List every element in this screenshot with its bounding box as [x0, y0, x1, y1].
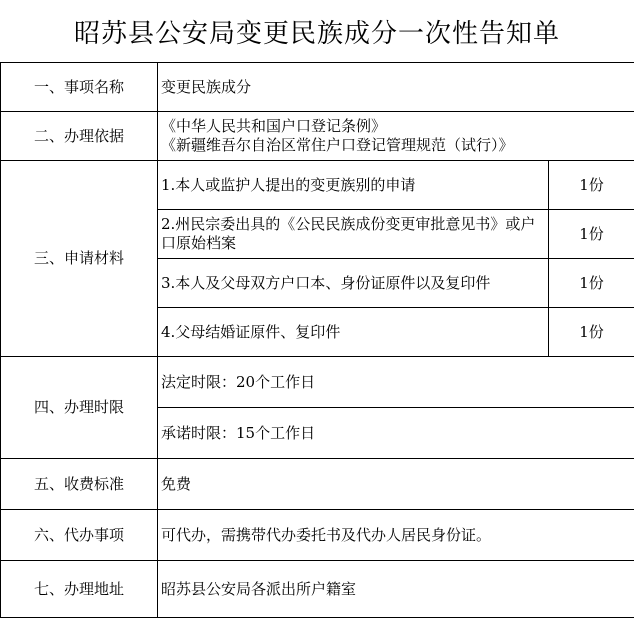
proxy-label: 六、代办事项: [1, 510, 158, 561]
notice-table: [0, 62, 634, 618]
basis-line-1: 《中华人民共和国户口登记条例》: [161, 117, 387, 135]
table-row-basis: [1, 112, 634, 161]
material-item-1: 1.本人或监护人提出的变更族别的申请: [158, 161, 549, 210]
basis-value: [158, 112, 634, 161]
basis-label: 二、办理依据: [1, 112, 158, 161]
basis-line-2: 《新疆维吾尔自治区常住户口登记管理规范（试行）》: [161, 136, 514, 154]
material-qty-3: 1份: [549, 259, 634, 308]
address-value: 昭苏县公安局各派出所户籍室: [158, 561, 634, 618]
time-limit-label: 四、办理时限: [1, 357, 158, 459]
material-item-4: 4.父母结婚证原件、复印件: [158, 308, 549, 357]
material-qty-2: 1份: [549, 210, 634, 259]
address-label: 七、办理地址: [1, 561, 158, 618]
material-item-2: 2.州民宗委出具的《公民民族成份变更审批意见书》或户口原始档案: [158, 210, 549, 259]
material-item-3: 3.本人及父母双方户口本、身份证原件以及复印件: [158, 259, 549, 308]
table-row-material-1: [1, 161, 634, 210]
table-row-fee: [1, 459, 634, 510]
table-row-proxy: [1, 510, 634, 561]
item-name-value: 变更民族成分: [158, 63, 634, 112]
page-title: 昭苏县公安局变更民族成分一次性告知单: [73, 18, 560, 49]
fee-value: 免费: [158, 459, 634, 510]
fee-label: 五、收费标准: [1, 459, 158, 510]
time-limit-promise: 承诺时限：15个工作日: [158, 408, 634, 459]
proxy-value: 可代办，需携带代办委托书及代办人居民身份证。: [158, 510, 634, 561]
table-row-time-legal: [1, 357, 634, 408]
table-row-item-name: [1, 63, 634, 112]
time-limit-legal: 法定时限：20个工作日: [158, 357, 634, 408]
item-name-label: 一、事项名称: [1, 63, 158, 112]
material-qty-1: 1份: [549, 161, 634, 210]
material-qty-4: 1份: [549, 308, 634, 357]
table-row-address: [1, 561, 634, 618]
materials-label: 三、申请材料: [1, 161, 158, 357]
